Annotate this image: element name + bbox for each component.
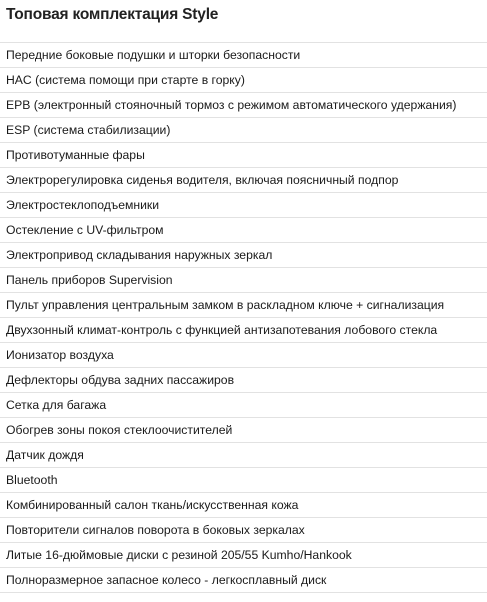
- list-item: Сетка для багажа: [0, 393, 487, 418]
- list-item: Панель приборов Supervision: [0, 268, 487, 293]
- list-item: Противотуманные фары: [0, 143, 487, 168]
- list-item: ESP (система стабилизации): [0, 118, 487, 143]
- list-item: Электростеклоподъемники: [0, 193, 487, 218]
- feature-list: [0, 42, 487, 593]
- list-item: Комбинированный салон ткань/искусственная кожа: [0, 493, 487, 518]
- list-item: Электропривод складывания наружных зеркал: [0, 243, 487, 268]
- list-item: Литые 16-дюймовые диски с резиной 205/55 Kumho/Hankook: [0, 543, 487, 568]
- list-item: Ионизатор воздуха: [0, 343, 487, 368]
- list-item: Электрорегулировка сиденья водителя, включая поясничный подпор: [0, 168, 487, 193]
- list-item: Передние боковые подушки и шторки безопасности: [0, 43, 487, 68]
- list-item: Полноразмерное запасное колесо - легкосплавный диск: [0, 568, 487, 593]
- list-item: Bluetooth: [0, 468, 487, 493]
- list-item: Остекление с UV-фильтром: [0, 218, 487, 243]
- list-item: HAC (система помощи при старте в горку): [0, 68, 487, 93]
- list-item: Двухзонный климат-контроль с функцией антизапотевания лобового стекла: [0, 318, 487, 343]
- list-item: EPB (электронный стояночный тормоз с режимом автоматического удержания): [0, 93, 487, 118]
- page-title: Топовая комплектация Style: [6, 6, 219, 23]
- list-item: Дефлекторы обдува задних пассажиров: [0, 368, 487, 393]
- list-item: Повторители сигналов поворота в боковых зеркалах: [0, 518, 487, 543]
- list-item: Пульт управления центральным замком в раскладном ключе + сигнализация: [0, 293, 487, 318]
- list-item: Обогрев зоны покоя стеклоочистителей: [0, 418, 487, 443]
- list-item: Датчик дождя: [0, 443, 487, 468]
